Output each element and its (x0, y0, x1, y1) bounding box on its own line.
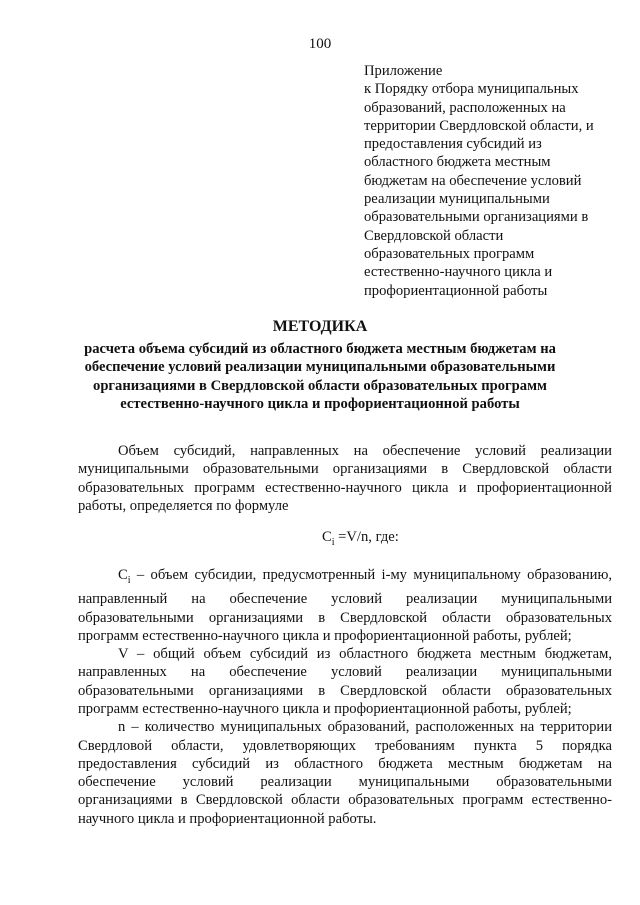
ci-text: – объем субсидии, предусмотренный i-му муниципальному образованию, (130, 567, 612, 583)
paragraph-line: предоставления субсидий из областного бюджета местным бюджетам на (78, 755, 612, 772)
definitions (78, 566, 612, 828)
ci-symbol: C (118, 567, 128, 583)
subtitle-line: естественно-научного цикла и профориентационной работы (120, 395, 520, 412)
formula-subscript: i (331, 536, 335, 548)
appendix-line: образовательных программ (364, 245, 535, 262)
definition-ci-first-line (78, 566, 612, 590)
paragraph-line: n – количество муниципальных образований, расположенных на территории (118, 719, 612, 736)
paragraph-line: Свердловой области, удовлетворяющих требованиям пункта 5 порядка (78, 737, 612, 754)
paragraph-line: организациями в Свердловской области образовательных программ естественно- (78, 792, 612, 809)
paragraph-line: работы, определяется по формуле (78, 497, 289, 514)
paragraph-line: направленный на обеспечение условий реализации муниципальными (78, 591, 612, 608)
subtitle-line: организациями в Свердловской области образовательных программ (93, 377, 547, 394)
appendix-line: профориентационной работы (364, 282, 548, 299)
appendix-line: Свердловской области (364, 227, 504, 244)
formula (322, 529, 399, 548)
appendix-line: территории Свердловской области, и (364, 117, 594, 134)
document-subtitle (60, 340, 580, 413)
formula-lhs: C (322, 529, 332, 545)
appendix-line: Приложение (364, 63, 443, 79)
appendix-note (364, 62, 614, 300)
paragraph-line: образовательных программ естественно-научного цикла и профориентационной (78, 479, 612, 496)
paragraph-line: муниципальными образовательными организациями в Свердловской области (78, 461, 612, 478)
paragraph-line: V – общий объем субсидий из областного бюджета местным бюджетам, (118, 646, 612, 663)
document-title: МЕТОДИКА (272, 318, 368, 335)
paragraph-line: Объем субсидий, направленных на обеспечение условий реализации (118, 443, 612, 459)
subtitle-line: обеспечение условий реализации муниципальными образовательными (84, 359, 556, 376)
appendix-line: областного бюджета местным (364, 154, 551, 171)
subtitle-line: расчета объема субсидий из областного бюджета местным бюджетам на (84, 341, 556, 357)
paragraph-line: обеспечение условий реализации муниципальными образовательными (78, 774, 612, 791)
paragraph-line: программ естественно-научного цикла и профориентационной работы, рублей; (78, 627, 572, 644)
appendix-line: бюджетам на обеспечение условий (364, 172, 582, 189)
appendix-line: образований, расположенных на (364, 99, 566, 116)
page-number: 100 (308, 36, 332, 52)
appendix-line: к Порядку отбора муниципальных (364, 81, 579, 98)
paragraph-line: программ естественно-научного цикла и профориентационной работы, рублей; (78, 700, 572, 717)
appendix-line: естественно-научного цикла и (364, 264, 553, 281)
paragraph-line: образовательными организациями в Свердловской области образовательных (78, 682, 612, 699)
formula-rhs: =V/n, где: (334, 529, 399, 545)
appendix-line: предоставления субсидий из (364, 136, 542, 153)
intro-paragraph (78, 442, 612, 515)
ci-subscript: i (127, 574, 131, 586)
paragraph-line: направленных на обеспечение условий реализации муниципальными (78, 664, 612, 681)
paragraph-line: образовательными организациями в Свердловской области образовательных (78, 609, 612, 626)
appendix-line: реализации муниципальными (364, 191, 550, 208)
paragraph-line: научного цикла и профориентационной работы. (78, 810, 377, 827)
appendix-line: образовательными организациями в (364, 209, 589, 226)
